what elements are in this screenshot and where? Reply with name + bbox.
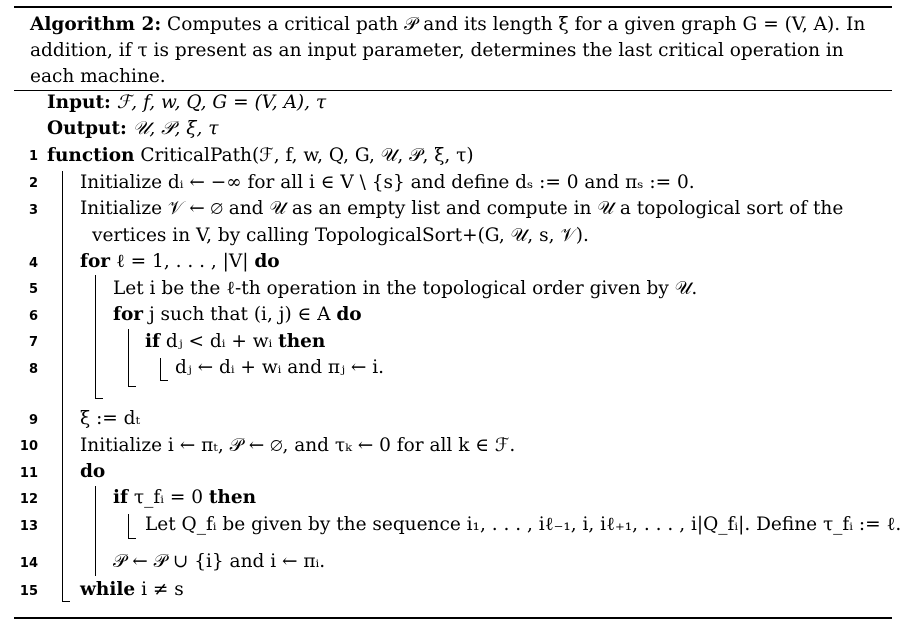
line-number: 13 <box>19 519 38 534</box>
for-block-end <box>95 398 103 399</box>
line-text: CriticalPath(ℱ, f, w, Q, G, 𝒰, 𝒫, ξ, τ) <box>140 145 474 166</box>
line-number: 5 <box>28 282 38 297</box>
do-block-bar <box>95 486 96 576</box>
inner-for-block-end <box>128 386 136 387</box>
line-number: 7 <box>28 335 38 350</box>
line-text: τ_fᵢ = 0 <box>133 487 203 508</box>
top-rule <box>14 6 892 8</box>
algorithm-line <box>113 277 697 301</box>
line-number: 15 <box>19 584 38 599</box>
function-block-end <box>62 601 70 602</box>
algorithm-line <box>80 460 105 484</box>
keyword: function <box>47 145 135 166</box>
line-number: 9 <box>28 413 38 428</box>
keyword: do <box>336 304 362 325</box>
line-text: Let i be the ℓ-th operation in the topological order given by 𝒰. <box>113 278 698 299</box>
line-number: 1 <box>28 149 38 164</box>
algorithm-line <box>175 356 384 380</box>
input-value: ℱ, f, w, Q, G = (V, A), τ <box>116 92 327 113</box>
keyword: while <box>80 579 136 600</box>
keyword: for <box>80 251 111 272</box>
if-tau-block-end <box>128 538 136 539</box>
algorithm-line-continuation <box>92 224 589 248</box>
algorithm-line <box>145 513 901 537</box>
for-block-bar <box>95 275 96 398</box>
line-number: 12 <box>19 492 38 507</box>
keyword: if <box>113 487 128 508</box>
line-text: vertices in V, by calling TopologicalSort+(G, 𝒰, s, 𝒱). <box>92 225 589 246</box>
algorithm-line <box>80 578 184 602</box>
keyword: then <box>278 331 326 352</box>
algorithm-line <box>113 486 256 510</box>
inner-for-block-bar <box>128 329 129 386</box>
keyword: do <box>80 461 106 482</box>
line-text: ℓ = 1, . . . , |V| <box>115 251 249 272</box>
line-number: 4 <box>28 256 38 271</box>
function-block-bar <box>62 171 63 601</box>
line-number: 14 <box>19 556 38 571</box>
if-block-bar <box>160 358 161 380</box>
algorithm-line <box>113 550 325 574</box>
algorithm-line <box>80 197 843 221</box>
line-number: 3 <box>28 203 38 218</box>
line-text: Initialize 𝒱 ← ∅ and 𝒰 as an empty list and compute in 𝒰 a topological sort of the <box>80 198 844 219</box>
if-tau-block-bar <box>128 514 129 538</box>
line-text: Initialize dᵢ ← −∞ for all i ∈ V \ {s} and define dₛ := 0 and πₛ := 0. <box>80 172 695 193</box>
output-line <box>47 117 218 141</box>
keyword: for <box>113 304 144 325</box>
output-keyword: Output: <box>47 118 127 139</box>
algorithm-line <box>80 407 140 431</box>
line-text: ξ := dₜ <box>80 408 141 429</box>
line-text: dⱼ < dᵢ + wᵢ <box>165 331 273 352</box>
caption-label: Algorithm 2: <box>30 14 162 35</box>
line-text: i ≠ s <box>141 579 184 600</box>
bottom-rule <box>14 617 892 619</box>
line-text: 𝒫 ← 𝒫 ∪ {i} and i ← πᵢ. <box>113 551 326 572</box>
algorithm-line <box>80 171 695 195</box>
algorithm-line <box>47 144 474 168</box>
line-text: j such that (i, j) ∈ A <box>148 304 331 325</box>
keyword: do <box>254 251 280 272</box>
input-keyword: Input: <box>47 92 111 113</box>
algorithm-line <box>145 330 325 354</box>
line-text: Let Q_fᵢ be given by the sequence i₁, . . . , iℓ₋₁, i, iℓ₊₁, . . . , i|Q_fᵢ|. Define τ_fᵢ := ℓ. <box>145 514 902 535</box>
caption-text: Computes a critical path 𝒫 and its length ξ for a given graph G = (V, A). In addition, if τ is present as an input parameter, determines the last critical operation in each machine. <box>30 14 866 87</box>
line-number: 6 <box>28 309 38 324</box>
line-number: 8 <box>28 362 38 377</box>
if-block-end <box>160 380 168 381</box>
algorithm-line <box>80 434 515 458</box>
output-value: 𝒰, 𝒫, ξ, τ <box>132 118 219 139</box>
line-text: Initialize i ← πₜ, 𝒫 ← ∅, and τₖ ← 0 for all k ∈ ℱ. <box>80 435 516 456</box>
line-text: dⱼ ← dᵢ + wᵢ and πⱼ ← i. <box>175 357 385 378</box>
line-number: 10 <box>19 439 38 454</box>
keyword: then <box>208 487 257 508</box>
keyword: if <box>145 331 160 352</box>
algorithm-line <box>113 303 362 327</box>
algorithm-line <box>80 250 280 274</box>
input-line <box>47 91 326 115</box>
line-number: 11 <box>19 466 38 481</box>
algorithm-caption <box>30 12 880 90</box>
line-number: 2 <box>28 176 38 191</box>
